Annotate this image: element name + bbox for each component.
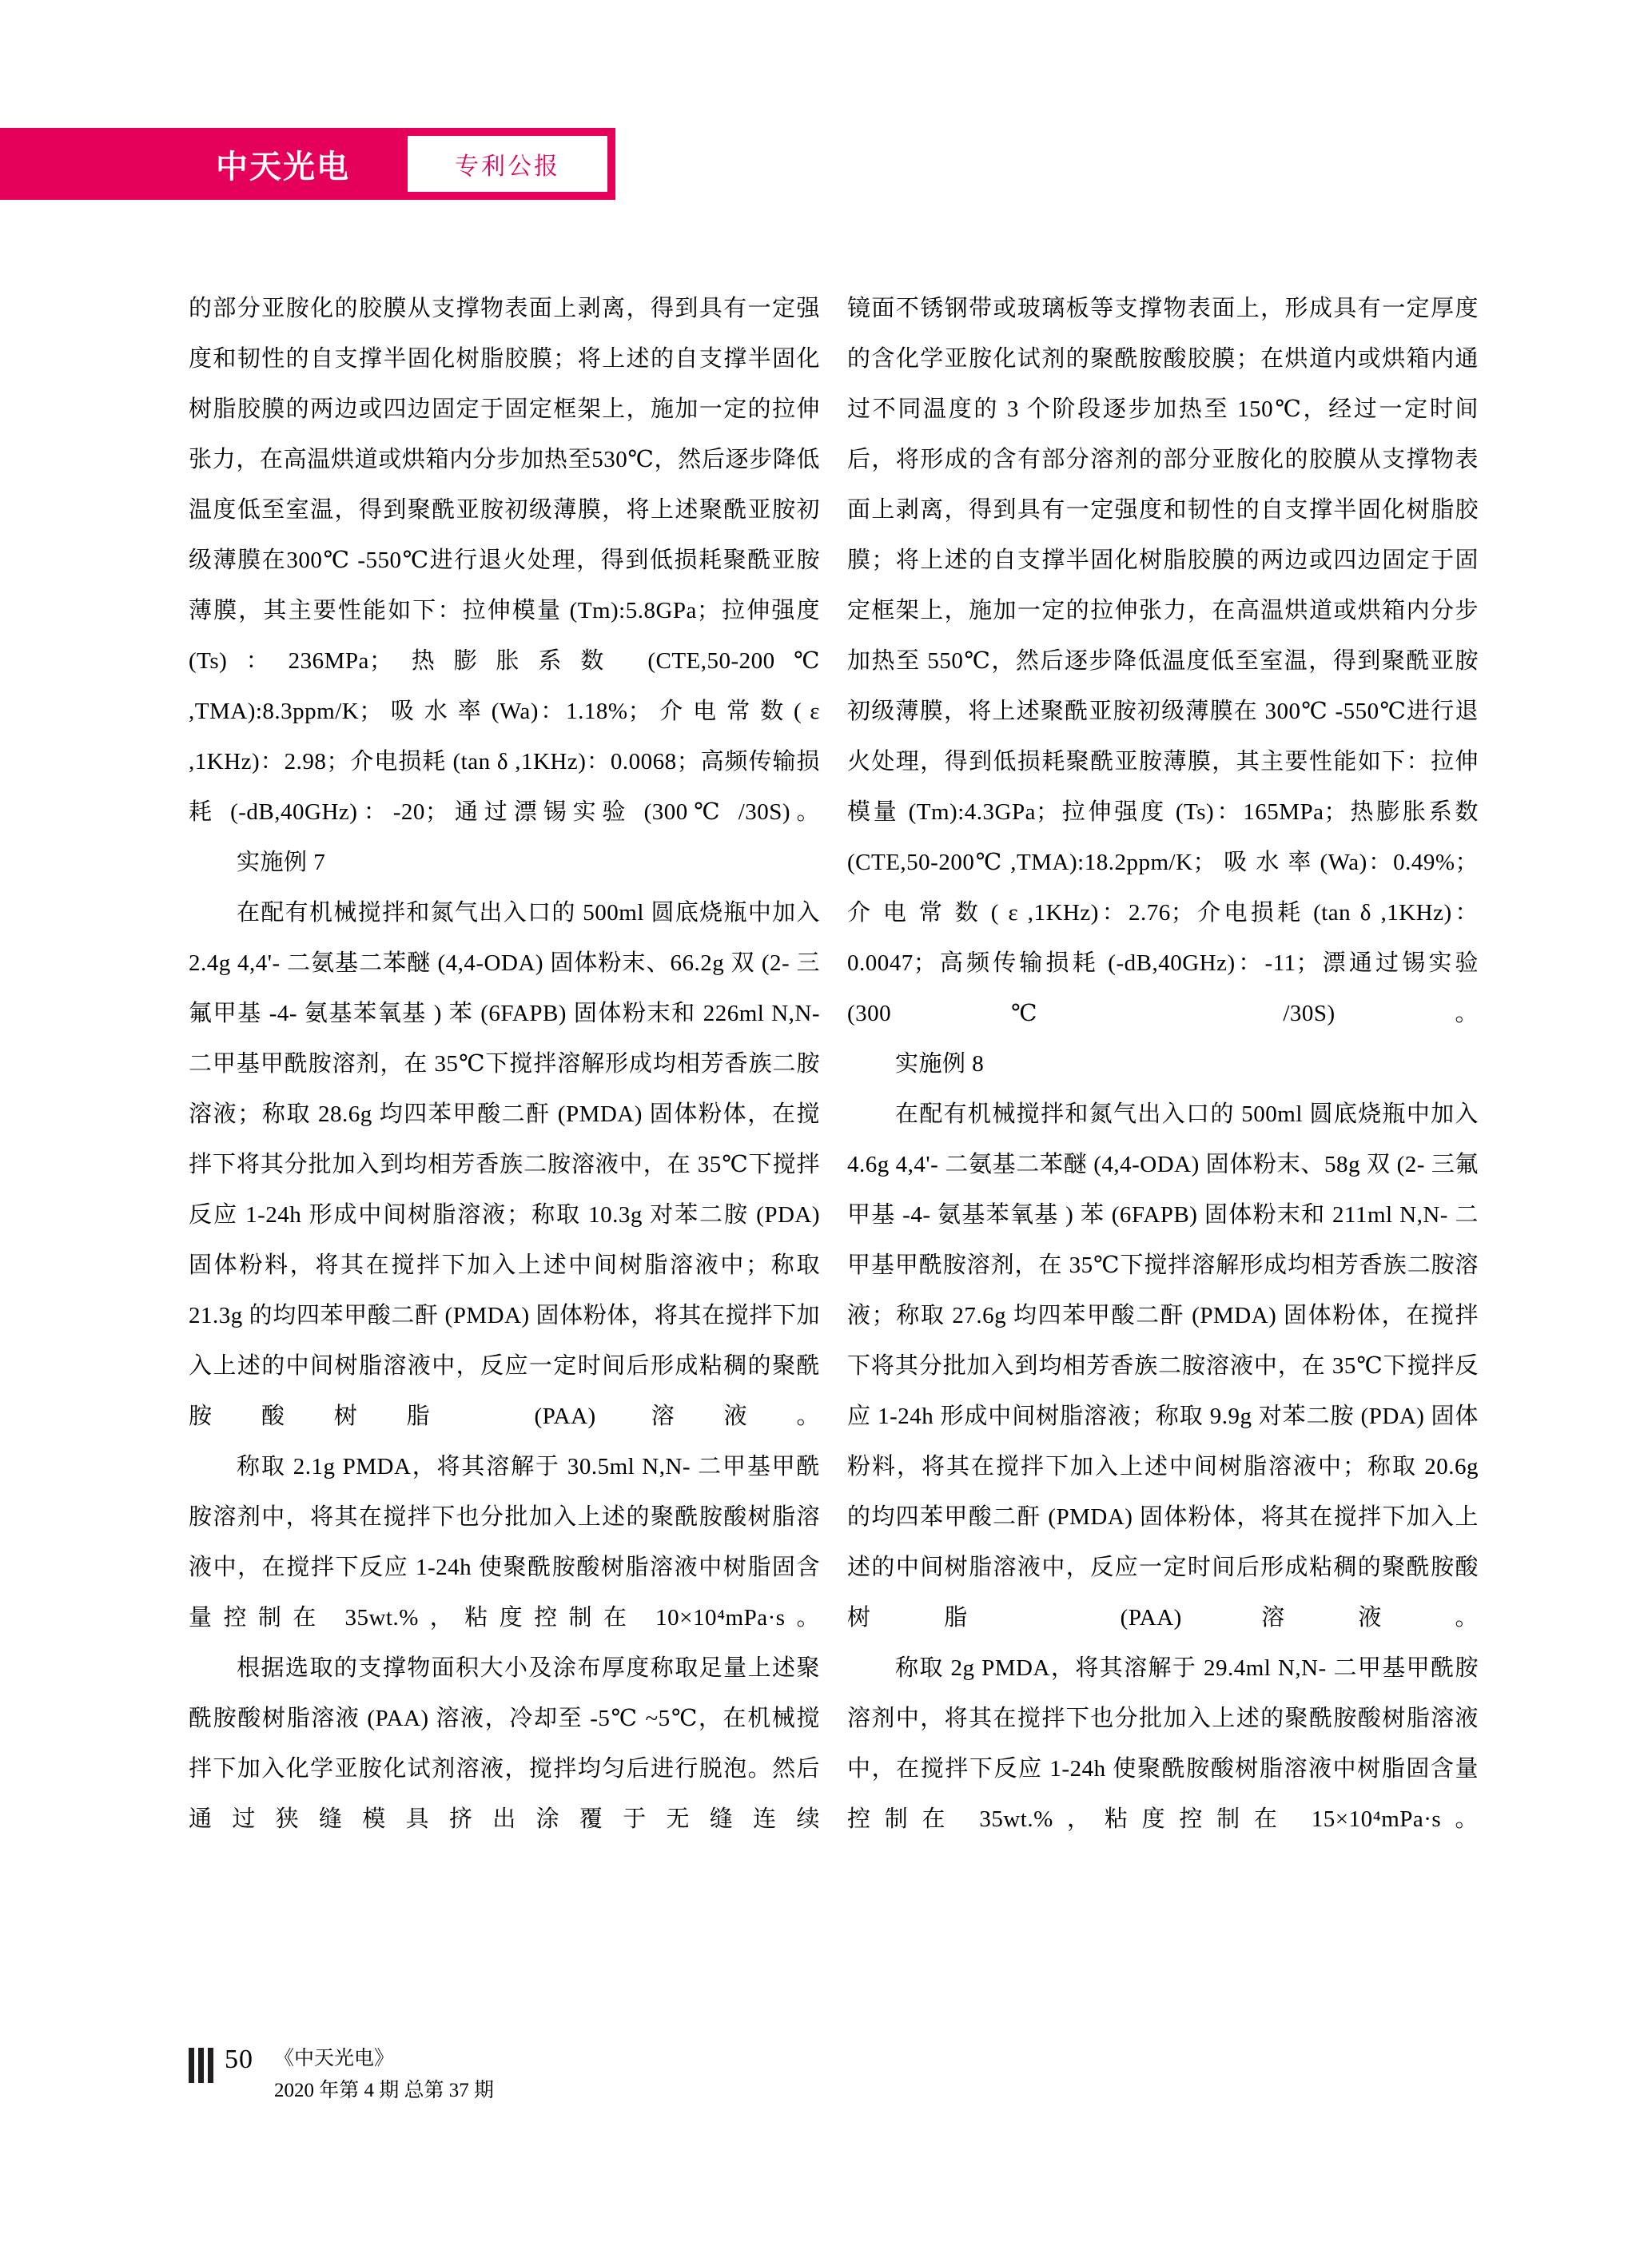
section-heading-example-8: 实施例 8 <box>895 1051 985 1077</box>
paragraph: 称取 2.1g PMDA，将其溶解于 30.5ml N,N- 二甲基甲酰胺溶剂中，将其在搅拌下也分批加入上述的聚酰胺酸树脂溶液中，在搅拌下反应 1-24h 使聚酰胺酸树脂溶液中树脂固含量控制在 35wt.%，粘度控制在 10×10⁴mPa·s。 <box>189 1454 820 1631</box>
right-column <box>847 284 1479 1845</box>
page-body <box>0 284 1652 2010</box>
publication-title: 《中天光电》 <box>274 2048 395 2069</box>
paragraph: 在配有机械搅拌和氮气出入口的 500ml 圆底烧瓶中加入 4.6g 4,4'- 二氨基二苯醚 (4,4-ODA) 固体粉末、58g 双 (2- 三氟甲基 -4- 氨基苯氧基 ) 苯 (6FAPB) 固体粉末和 211ml N,N- 二甲基甲酰胺溶剂，在 35℃下搅拌溶解形成均相芳香族二胺溶液；称取 27.6g 均四苯甲酸二酐 (PMDA) 固体粉体，在搅拌下将其分批加入到均相芳香族二胺溶液中，在 35℃下搅拌反应 1-24h 形成中间树脂溶液；称取 9.9g 对苯二胺 (PDA) 固体粉料，将其在搅拌下加入上述中间树脂溶液中；称取 20.6g 的均四苯甲酸二酐 (PMDA) 固体粉体，将其在搅拌下加入上述的中间树脂溶液中，反应一定时间后形成粘稠的聚酰胺酸树脂 (PAA) 溶液。 <box>847 1101 1479 1631</box>
paragraph: 称取 2g PMDA，将其溶解于 29.4ml N,N- 二甲基甲酰胺溶剂中，将其在搅拌下也分批加入上述的聚酰胺酸树脂溶液中，在搅拌下反应 1-24h 使聚酰胺酸树脂溶液中树脂固含量控制在 35wt.%，粘度控制在 15×10⁴mPa·s。 <box>847 1655 1479 1832</box>
issue-info: 2020 年第 4 期 总第 37 期 <box>274 2080 495 2101</box>
page-footer <box>189 2043 494 2107</box>
left-column <box>189 284 820 1845</box>
header-tab-patent-bulletin <box>408 136 607 192</box>
section-heading-example-7: 实施例 7 <box>237 850 326 875</box>
footer-text <box>274 2043 494 2107</box>
brand-logo: 中天光电 <box>216 148 350 185</box>
paragraph: 根据选取的支撑物面积大小及涂布厚度称取足量上述聚酰胺酸树脂溶液 (PAA) 溶液，冷却至 -5℃ ~5℃，在机械搅拌下加入化学亚胺化试剂溶液，搅拌均匀后进行脱泡。然后通过狭缝模具挤出涂覆于无缝连续 <box>189 1655 820 1832</box>
paragraph: 镜面不锈钢带或玻璃板等支撑物表面上，形成具有一定厚度的含化学亚胺化试剂的聚酰胺酸胶膜；在烘道内或烘箱内通过不同温度的 3 个阶段逐步加热至 150℃，经过一定时间后，将形成的含有部分溶剂的部分亚胺化的胶膜从支撑物表面上剥离，得到具有一定强度和韧性的自支撑半固化树脂胶膜；将上述的自支撑半固化树脂胶膜的两边或四边固定于固定框架上，施加一定的拉伸张力，在高温烘道或烘箱内分步加热至 550℃，然后逐步降低温度低至室温，得到聚酰亚胺初级薄膜，将上述聚酰亚胺初级薄膜在 300℃ -550℃进行退火处理，得到低损耗聚酰亚胺薄膜，其主要性能如下：拉伸模量 (Tm):4.3GPa；拉伸强度 (Ts)：165MPa；热膨胀系数 (CTE,50-200℃ ,TMA):18.2ppm/K； 吸 水 率 (Wa)：0.49%； 介 电 常 数 ( ε ,1KHz)：2.76；介电损耗 (tan δ ,1KHz)：0.0047；高频传输损耗 (-dB,40GHz)：-11；漂通过锡实验 (300℃ /30S)。 <box>847 296 1479 1026</box>
paragraph: 的部分亚胺化的胶膜从支撑物表面上剥离，得到具有一定强度和韧性的自支撑半固化树脂胶膜；将上述的自支撑半固化树脂胶膜的两边或四边固定于固定框架上，施加一定的拉伸张力，在高温烘道或烘箱内分步加热至530℃，然后逐步降低温度低至室温，得到聚酰亚胺初级薄膜，将上述聚酰亚胺初级薄膜在300℃ -550℃进行退火处理，得到低损耗聚酰亚胺薄膜，其主要性能如下：拉伸模量 (Tm):5.8GPa；拉伸强度 (Ts)：236MPa；热膨胀系数 (CTE,50-200℃ ,TMA):8.3ppm/K； 吸 水 率 (Wa)：1.18%； 介 电 常 数 ( ε ,1KHz)：2.98；介电损耗 (tan δ ,1KHz)：0.0068；高频传输损耗 (-dB,40GHz)：-20；通过漂锡实验 (300℃ /30S)。 <box>189 296 820 825</box>
footer-bars-icon <box>189 2048 213 2083</box>
page-number: 50 <box>225 2045 253 2074</box>
header-tab-label: 专利公报 <box>455 153 560 180</box>
paragraph: 在配有机械搅拌和氮气出入口的 500ml 圆底烧瓶中加入 2.4g 4,4'- 二氨基二苯醚 (4,4-ODA) 固体粉末、66.2g 双 (2- 三氟甲基 -4- 氨基苯氧基 ) 苯 (6FAPB) 固体粉末和 226ml N,N- 二甲基甲酰胺溶剂，在 35℃下搅拌溶解形成均相芳香族二胺溶液；称取 28.6g 均四苯甲酸二酐 (PMDA) 固体粉体，在搅拌下将其分批加入到均相芳香族二胺溶液中，在 35℃下搅拌反应 1-24h 形成中间树脂溶液；称取 10.3g 对苯二胺 (PDA) 固体粉料，将其在搅拌下加入上述中间树脂溶液中；称取 21.3g 的均四苯甲酸二酐 (PMDA) 固体粉体，将其在搅拌下加入上述的中间树脂溶液中，反应一定时间后形成粘稠的聚酰胺酸树脂 (PAA) 溶液。 <box>189 900 820 1429</box>
